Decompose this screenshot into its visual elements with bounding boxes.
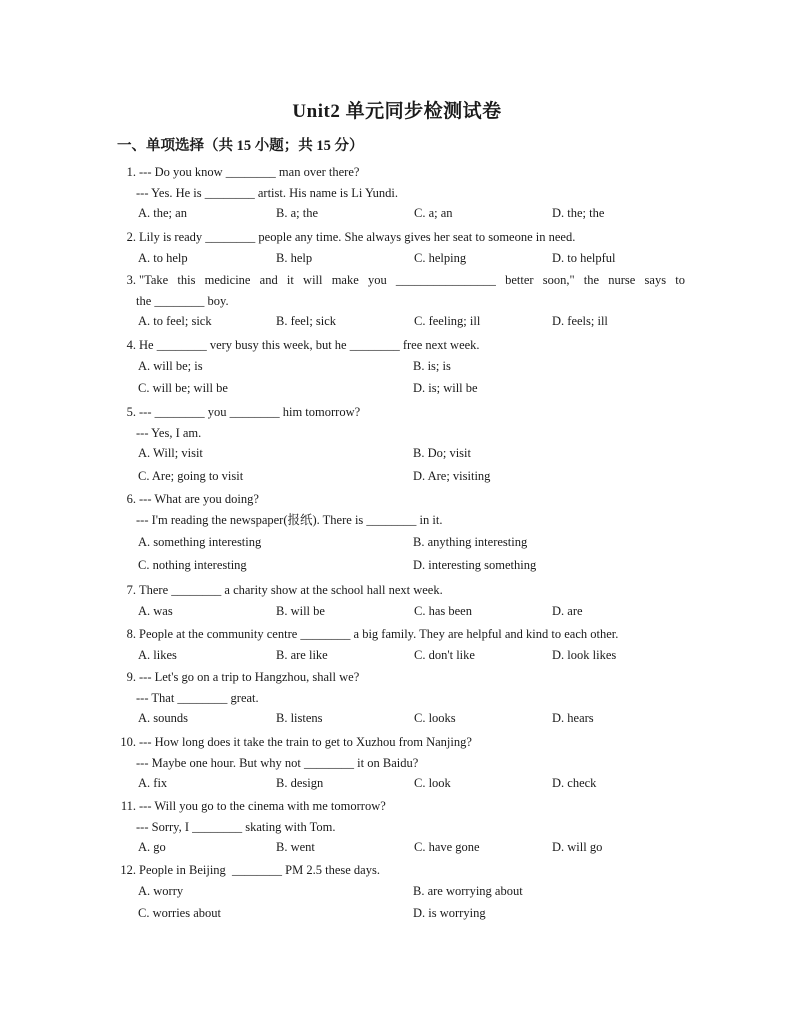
option-d[interactable]: D. interesting something [413,557,537,572]
option-d[interactable]: D. Are; visiting [413,468,491,483]
option-d[interactable]: D. hears [552,711,594,725]
question-7 [115,580,685,621]
question-number: 10. [120,735,136,749]
question-4 [115,335,685,399]
question-text: He ________ very busy this week, but he ________ free next week. [139,338,480,352]
option-c[interactable]: C. Are; going to visit [138,468,244,483]
option-b[interactable]: B. are worrying about [413,883,523,898]
question-text: --- How long does it take the train to get to Xuzhou from Nanjing? [139,735,472,749]
option-d[interactable]: D. feels; ill [552,314,608,328]
question-number: 3. [126,273,136,287]
question-number: 6. [126,492,136,506]
option-c[interactable]: C. helping [414,250,467,265]
option-d[interactable]: D. look likes [552,647,617,662]
question-number: 4. [126,338,136,352]
option-a[interactable]: A. sounds [138,711,189,725]
option-b[interactable]: B. Do; visit [413,446,471,460]
option-c[interactable]: C. feeling; ill [414,314,481,328]
question-text: --- Sorry, I ________ skating with Tom. [136,819,336,834]
question-text: --- I'm reading the newspaper(报纸). There is ________ in it. [136,512,443,527]
question-text: --- Will you go to the cinema with me tomorrow? [139,799,386,813]
option-a[interactable]: A. go [138,840,166,854]
question-text: --- Yes, I am. [136,425,202,440]
option-b[interactable]: B. design [276,776,324,790]
option-b[interactable]: B. is; is [413,358,451,373]
question-text: --- Let's go on a trip to Hangzhou, shall we? [139,670,360,684]
question-text: There ________ a charity show at the school hall next week. [139,583,443,597]
page-title: Unit2 单元同步检测试卷 [292,101,502,122]
option-a[interactable]: A. the; an [138,206,187,220]
question-5 [115,402,685,486]
question-12 [115,860,685,924]
question-text: People in Beijing ________ PM 2.5 these days. [139,863,380,877]
question-8 [115,624,685,665]
question-text: --- Yes. He is ________ artist. His name is Li Yundi. [136,185,399,200]
option-c[interactable]: C. looks [414,711,456,725]
option-a[interactable]: A. fix [138,776,168,790]
question-number: 1. [126,165,136,179]
option-b[interactable]: B. feel; sick [276,314,337,328]
option-d[interactable]: D. are [552,603,583,618]
question-number: 12. [120,863,136,877]
question-text: --- Maybe one hour. But why not ________ it on Baidu? [136,755,419,770]
option-c[interactable]: C. a; an [414,206,453,220]
option-b[interactable]: B. listens [276,711,323,725]
question-9 [115,667,685,729]
option-b[interactable]: B. will be [276,603,325,618]
question-3 [115,270,685,332]
option-a[interactable]: A. will be; is [138,358,203,373]
question-number: 9. [126,670,136,684]
question-text: --- That ________ great. [136,690,259,705]
option-a[interactable]: A. Will; visit [138,446,203,460]
option-c[interactable]: C. will be; will be [138,381,228,395]
option-b[interactable]: B. anything interesting [413,535,528,549]
option-d[interactable]: D. is; will be [413,381,478,395]
option-c[interactable]: C. don't like [414,647,475,662]
option-d[interactable]: D. check [552,776,597,790]
question-text: "Take this medicine and it will make you ________________ better soon," the nurse says to [139,273,685,287]
question-text: --- ________ you ________ him tomorrow? [139,405,361,419]
option-c[interactable]: C. have gone [414,840,480,854]
option-c[interactable]: C. look [414,776,451,790]
question-number: 5. [126,405,136,419]
question-11 [115,796,685,858]
option-d[interactable]: D. will go [552,840,603,854]
option-a[interactable]: A. to feel; sick [138,314,212,328]
question-text: --- What are you doing? [139,492,259,506]
question-number: 11. [120,799,136,813]
option-c[interactable]: C. worries about [138,906,221,920]
option-a[interactable]: A. likes [138,647,177,662]
option-d[interactable]: D. is worrying [413,906,486,920]
option-b[interactable]: B. a; the [276,206,319,220]
question-1 [115,162,685,224]
question-text: the ________ boy. [136,293,229,308]
question-number: 7. [126,583,136,597]
section-heading: 一、单项选择（共 15 小题；共 15 分） [117,138,364,154]
option-b[interactable]: B. went [276,840,315,854]
option-c[interactable]: C. has been [414,603,472,618]
question-text: Lily is ready ________ people any time. She always gives her seat to someone in need. [139,230,576,244]
option-a[interactable]: A. was [138,603,173,618]
question-2 [115,227,685,268]
option-a[interactable]: A. worry [138,883,184,898]
question-number: 2. [126,230,136,244]
question-text: People at the community centre ________ a big family. They are helpful and kind to each other. [139,627,619,641]
question-6 [115,489,685,575]
option-c[interactable]: C. nothing interesting [138,557,247,572]
option-d[interactable]: D. to helpful [552,250,616,265]
option-b[interactable]: B. are like [276,647,328,662]
question-10 [115,732,685,794]
option-a[interactable]: A. to help [138,250,188,265]
question-number: 8. [126,627,136,641]
question-text: --- Do you know ________ man over there? [139,165,360,179]
option-d[interactable]: D. the; the [552,206,605,220]
option-b[interactable]: B. help [276,250,313,265]
option-a[interactable]: A. something interesting [138,535,262,549]
